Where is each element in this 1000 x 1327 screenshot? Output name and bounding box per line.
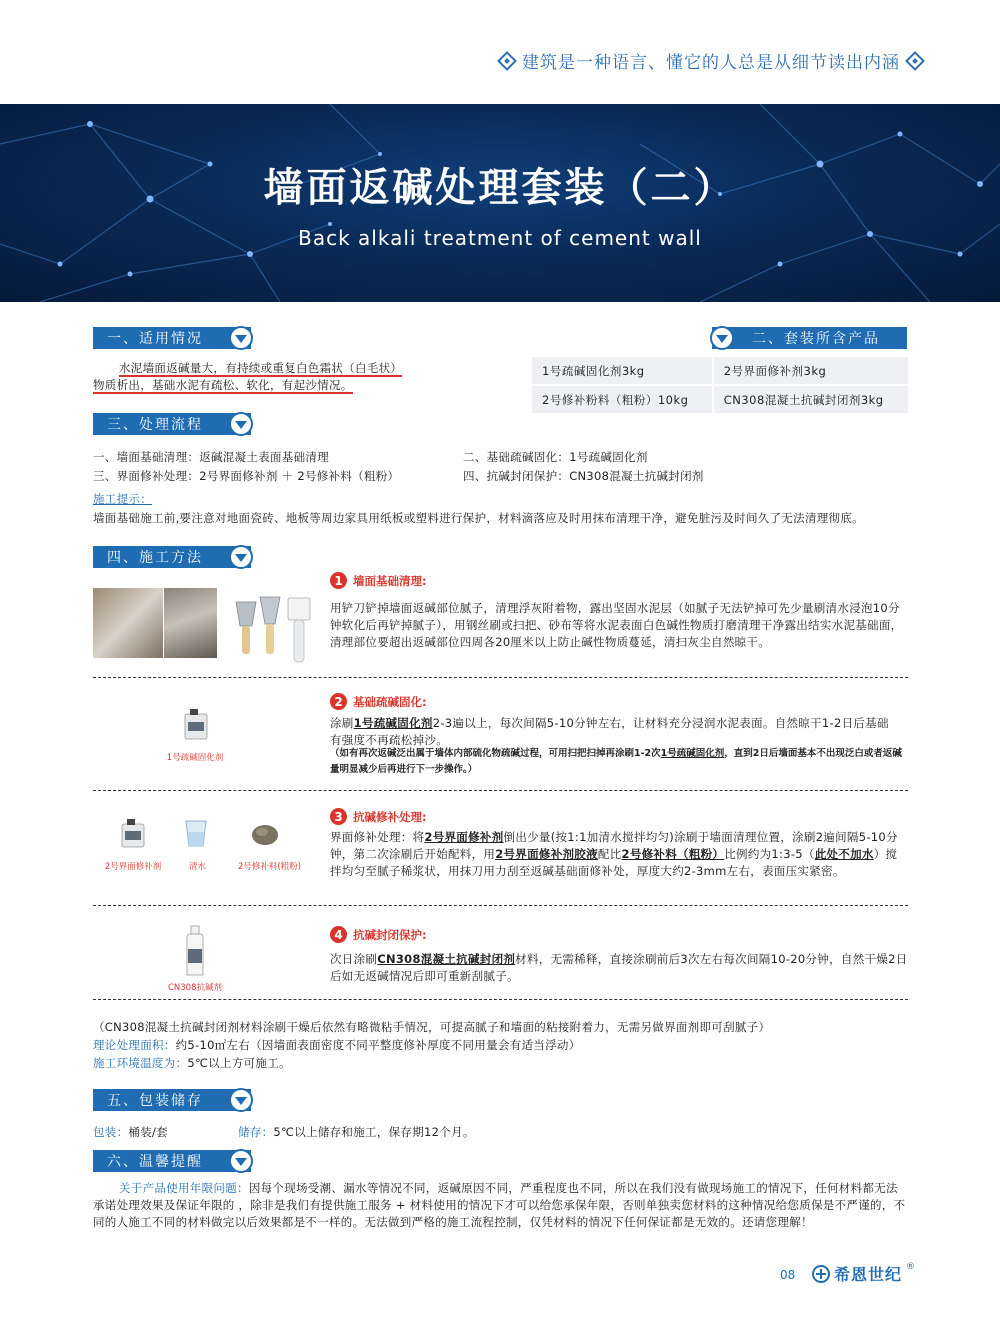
divider (93, 790, 908, 791)
product-cell: 2号界面修补剂3kg (713, 356, 909, 385)
diamond-icon (497, 51, 517, 71)
product-caption: 2号界面修补剂 (104, 862, 162, 872)
header-slogan: 建筑是一种语言、懂它的人总是从细节读出内涵 (500, 48, 922, 73)
powder-pile-icon (250, 820, 280, 846)
divider (93, 677, 908, 678)
page-title: 墙面返碱处理套装（二） (263, 165, 737, 211)
storage-line: 储存：5℃以上储存和施工，保存期12个月。 (238, 1125, 475, 1139)
step-4-title: 4 抗碱封闭保护: (330, 926, 427, 943)
title-banner (0, 104, 1000, 302)
section-3-header: 三、处理流程 (93, 413, 251, 435)
step-1-title: 1 墙面基础清理: (330, 572, 427, 589)
chevron-down-icon (229, 326, 253, 350)
process-step: 三、界面修补处理：2号界面修补剂 ＋ 2号修补料（粗粉） (93, 469, 400, 483)
product-table (530, 355, 910, 415)
product-bottle-icon (182, 708, 210, 740)
registered-mark-icon: ® (906, 1262, 916, 1272)
page-subtitle: Back alkali treatment of cement wall (298, 226, 702, 250)
chevron-down-icon (229, 545, 253, 569)
scraper-tools-icon (228, 592, 323, 667)
brand-logo: 希恩世纪 ® (812, 1262, 915, 1285)
product-cell: CN308混凝土抗碱封闭剂3kg (713, 385, 909, 414)
step-3-title: 3 抗碱修补处理: (330, 808, 427, 825)
step-3-text: 界面修补处理：将2号界面修补剂倒出少量(按1:1加清水搅拌均匀)涂刷于墙面清理位置，涂刷2遍间隔5-10分钟，第二次涂刷后开始配料，用2号界面修补剂胶液配比2号修补料（粗粉）比例约为1:3-5（此处不加水）搅拌均匀至腻子稀浆状，用抹刀用力刮至返碱基础面修补处，厚度大约2-3mm左右，表面压实紧密。 (330, 830, 898, 878)
cn308-bottle-icon (182, 925, 208, 977)
divider (93, 999, 908, 1000)
section-2-header: 二、套装所含产品 (712, 327, 907, 349)
section-5-header: 五、包装储存 (93, 1089, 251, 1111)
divider (93, 905, 908, 906)
chevron-down-icon (229, 1149, 253, 1173)
product-caption: 清水 (188, 862, 206, 872)
chevron-down-icon (229, 1088, 253, 1112)
section-6-header: 六、温馨提醒 (93, 1150, 251, 1172)
product-caption: CN308抗碱剂 (167, 983, 223, 993)
product-caption: 2号修补料(粗粉) (237, 862, 302, 872)
tip-text: 墙面基础施工前,要注意对地面瓷砖、地板等周边家具用纸板或塑料进行保护，材料滴落应及时用抹布清理干净，避免脏污及时间久了无法清理彻底。 (93, 511, 864, 525)
process-step: 四、抗碱封闭保护：CN308混凝土抗碱封闭剂 (463, 469, 704, 483)
cn308-note: （CN308混凝土抗碱封闭剂材料涂刷干燥后依然有略微粘手情况，可提高腻子和墙面的粘接附着力，无需另做界面剂即可刮腻子） (93, 1020, 771, 1034)
product-caption: 1号疏碱固化剂 (166, 753, 224, 763)
temperature-line: 施工环境温度为：5℃以上方可施工。 (93, 1056, 291, 1070)
chevron-down-icon (710, 326, 734, 350)
chevron-down-icon (229, 412, 253, 436)
step-2-note: （如有再次返碱泛出属于墙体内部硫化物疏碱过程，可用扫把扫掉再涂刷1-2次1号疏碱固化剂，直到2日后墙面基本不出现泛白或者返碱量明显减少后再进行下一步操作。） (330, 748, 902, 775)
tip-label: 施工提示： (93, 492, 152, 506)
process-step: 一、墙面基础清理：返碱混凝土表面基础清理 (93, 450, 329, 464)
package-line: 包装：桶装/套 (93, 1125, 168, 1139)
step-4-text: 次日涂刷CN308混凝土抗碱封闭剂材料，无需稀释，直接涂刷前后3次左右每次间隔10-20分钟，自然干燥2日后如无返碱情况后即可重新刮腻子。 (330, 952, 908, 983)
step-2-text: 涂刷1号疏碱固化剂2-3遍以上，每次间隔5-10分钟左右，让材料充分浸润水泥表面。自然晾干1-2日后基础有强度不再疏松掉沙。 (330, 716, 889, 747)
process-step: 二、基础疏碱固化：1号疏碱固化剂 (463, 450, 648, 464)
product-bottle-icon (120, 818, 146, 848)
diamond-icon (905, 51, 925, 71)
brand-logo-icon (812, 1265, 830, 1283)
product-cell: 2号修补粉料（粗粉）10kg (531, 385, 713, 414)
section-1-body: 水泥墙面返碱量大，有持续或重复白色霜状（白毛状） 物质析出，基础水泥有疏松、软化，有起沙情况。 (93, 361, 403, 392)
reminder-text: 关于产品使用年限问题：因每个现场受潮、漏水等情况不同，返碱原因不同，严重程度也不同，所以在我们没有做现场施工的情况下，任何材料都无法承诺处理效果及保证年限的 ，除非是我们有提供施工服务 + 材料使用的情况下才可以给您承保年限，否则单独卖您材料的这种情况给您质保是不严谨的，不同的人施工不同的材料做完以后效果都是不一样的。无法做到严格的施工流程控制，仅凭材料的情况下任何保证都是无效的。还请您理解！ (93, 1181, 906, 1229)
wall-photo-1 (93, 588, 163, 658)
page-number: 08 (780, 1268, 796, 1282)
product-cell: 1号疏碱固化剂3kg (531, 356, 713, 385)
water-cup-icon (183, 818, 209, 848)
section-1-header: 一、适用情况 (93, 327, 251, 349)
coverage-line: 理论处理面积：约5-10㎡左右（因墙面表面密度不同平整度修补厚度不同用量会有适当浮动） (93, 1038, 581, 1052)
step-2-title: 2 基础疏碱固化: (330, 693, 427, 710)
section-4-header: 四、施工方法 (93, 546, 251, 568)
wall-photo-2 (164, 588, 217, 658)
step-1-text: 用铲刀铲掉墙面返碱部位腻子，清理浮灰附着物，露出坚固水泥层（如腻子无法铲掉可先少量刷清水浸泡10分钟软化后再铲掉腻子），用钢丝刷或扫把、砂布等将水泥表面白色碱性物质打磨清理干净露出结实水泥基础面，清理部位要超出返碱部位四周各20厘米以上防止碱性物质蔓延，清扫灰尘自然晾干。 (330, 601, 903, 649)
